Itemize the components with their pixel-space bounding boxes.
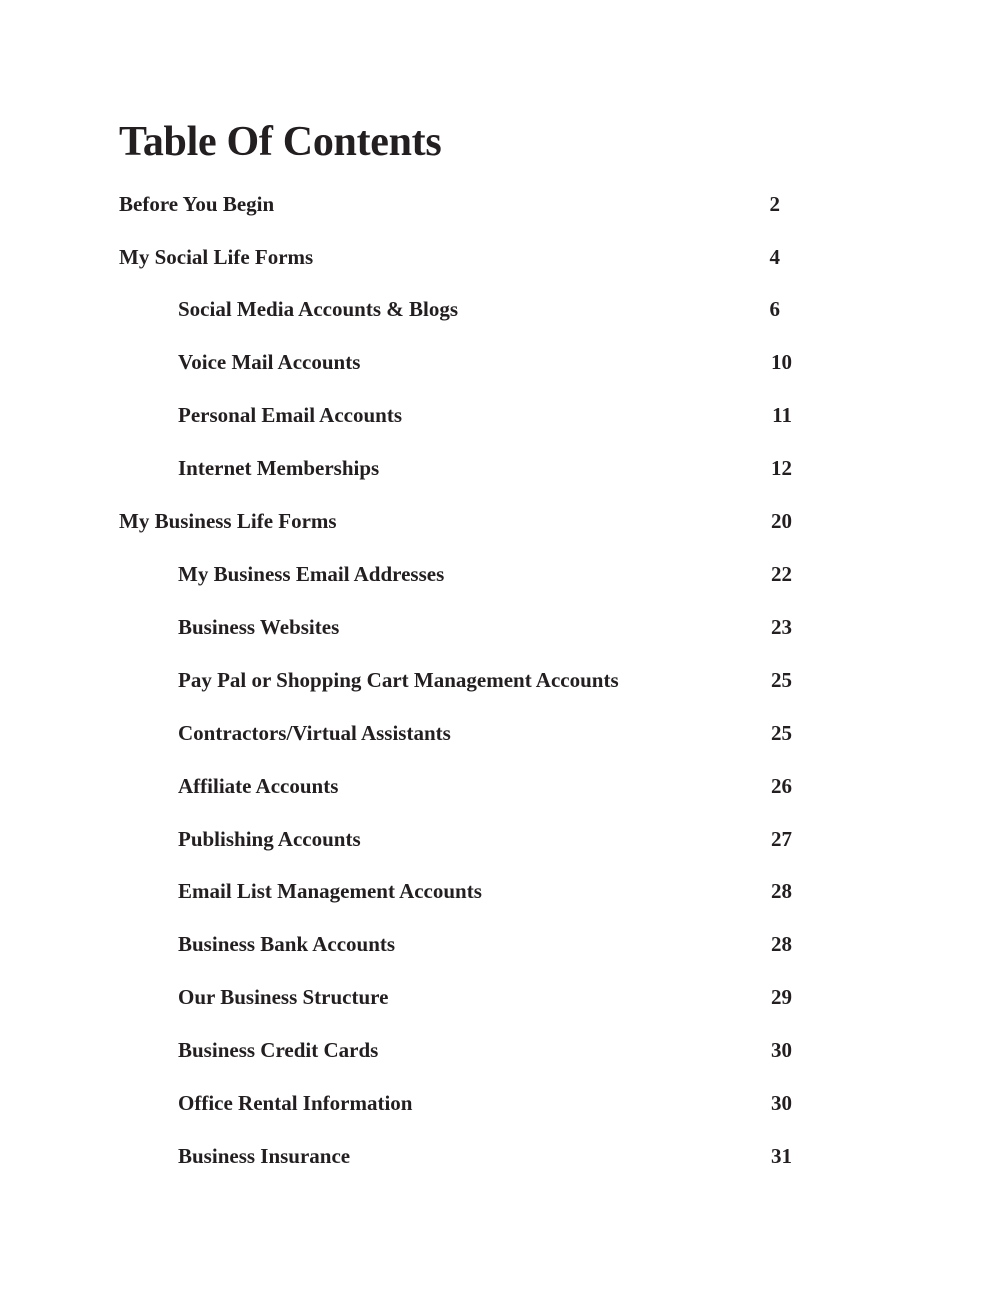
toc-entry-page: 25 [771, 721, 792, 745]
toc-entry-my-social-life-forms [0, 242, 1005, 272]
toc-entry-business-bank-accounts [0, 929, 1005, 959]
page-title: Table Of Contents [119, 119, 442, 165]
toc-entry-page: 20 [771, 509, 792, 533]
toc-entry-page: 23 [771, 615, 792, 639]
toc-entry-label: Business Bank Accounts [178, 932, 396, 956]
toc-entry-label: Email List Management Accounts [178, 879, 482, 903]
toc-entry-my-business-email-addresses [0, 559, 1005, 589]
toc-entry-page: 27 [771, 827, 792, 851]
toc-entry-label: My Business Email Addresses [178, 562, 445, 586]
toc-entry-affiliate-accounts [0, 771, 1005, 801]
toc-entry-pay-pal-accounts [0, 665, 1005, 695]
toc-entry-page: 11 [772, 403, 792, 427]
toc-entry-before-you-begin [0, 189, 1005, 219]
toc-entry-label: Contractors/Virtual Assistants [178, 721, 451, 745]
toc-entry-label: Personal Email Accounts [178, 403, 402, 427]
toc-entry-page: 10 [771, 350, 792, 374]
toc-entry-our-business-structure [0, 982, 1005, 1012]
toc-entry-personal-email-accounts [0, 400, 1005, 430]
toc-entry-page: 2 [769, 192, 780, 216]
toc-entry-label: Social Media Accounts & Blogs [178, 297, 459, 321]
toc-entry-label: Office Rental Information [178, 1091, 413, 1115]
toc-entry-voice-mail-accounts [0, 347, 1005, 377]
toc-entry-page: 22 [771, 562, 792, 586]
toc-entry-label: Internet Memberships [178, 456, 380, 480]
toc-entry-email-list-management-accounts [0, 876, 1005, 906]
toc-entry-my-business-life-forms [0, 506, 1005, 536]
toc-entry-business-credit-cards [0, 1035, 1005, 1065]
toc-entry-page: 31 [771, 1144, 792, 1168]
toc-entry-label: Our Business Structure [178, 985, 389, 1009]
toc-entry-page: 30 [771, 1038, 792, 1062]
toc-entry-label: Business Insurance [178, 1144, 351, 1168]
toc-entry-label: Business Websites [178, 615, 340, 639]
toc-entry-label: My Social Life Forms [119, 245, 314, 269]
toc-entry-page: 29 [771, 985, 792, 1009]
toc-entry-label: Voice Mail Accounts [178, 350, 361, 374]
toc-entry-page: 28 [771, 879, 792, 903]
toc-entry-page: 4 [769, 245, 780, 269]
toc-entry-business-websites [0, 612, 1005, 642]
toc-entry-page: 12 [771, 456, 792, 480]
toc-entry-business-insurance [0, 1141, 1005, 1171]
toc-entry-label: My Business Life Forms [119, 509, 337, 533]
toc-entry-page: 26 [771, 774, 792, 798]
toc-entry-label: Publishing Accounts [178, 827, 361, 851]
toc-entry-page: 6 [769, 297, 780, 321]
toc-entry-page: 28 [771, 932, 792, 956]
toc-entry-office-rental-information [0, 1088, 1005, 1118]
toc-entry-label: Pay Pal or Shopping Cart Management Accounts [178, 668, 619, 692]
toc-entry-label: Affiliate Accounts [178, 774, 339, 798]
toc-entry-contractors-virtual-assistants [0, 718, 1005, 748]
toc-entry-label: Business Credit Cards [178, 1038, 379, 1062]
toc-entry-internet-memberships [0, 453, 1005, 483]
toc-entry-page: 30 [771, 1091, 792, 1115]
toc-entry-social-media-accounts [0, 294, 1005, 324]
toc-entry-label: Before You Begin [119, 192, 275, 216]
toc-entry-page: 25 [771, 668, 792, 692]
toc-entry-publishing-accounts [0, 824, 1005, 854]
